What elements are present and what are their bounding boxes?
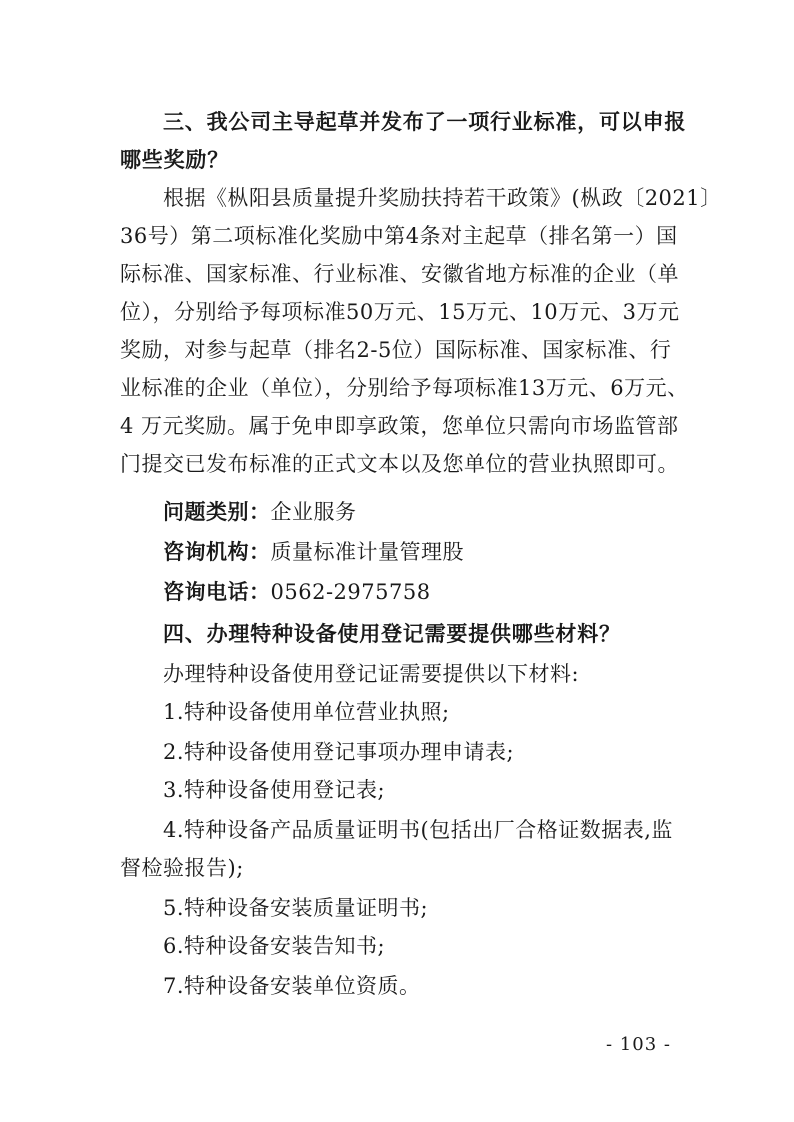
category-value: 企业服务	[270, 500, 357, 524]
q4-list-item: 4.特种设备产品质量证明书(包括出厂合格证数据表,监	[163, 818, 673, 842]
q4-list-item: 3.特种设备使用登记表;	[163, 778, 386, 802]
q3-body-line: 根据《枞阳县质量提升奖励扶持若干政策》(枞政〔2021〕	[163, 186, 722, 210]
q4-list-item: 7.特种设备安装单位资质。	[163, 974, 421, 998]
q3-title-line-2: 哪些奖励？	[120, 148, 229, 172]
q3-body-line: 4 万元奖励。属于免申即享政策，您单位只需向市场监管部	[120, 414, 679, 438]
q4-title: 四、办理特种设备使用登记需要提供哪些材料？	[163, 622, 621, 646]
q3-body-line: 门提交已发布标准的正式文本以及您单位的营业执照即可。	[120, 452, 679, 476]
q4-list-item-continued: 督检验报告);	[120, 856, 244, 880]
q4-list-item: 5.特种设备安装质量证明书;	[163, 896, 429, 920]
q3-body-line: 位），分别给予每项标准50万元、15万元、10万元、3万元	[120, 300, 680, 324]
q3-body-line: 业标准的企业（单位），分别给予每项标准13万元、6万元、	[120, 376, 689, 400]
agency-label: 咨询机构：	[163, 540, 271, 564]
q4-intro: 办理特种设备使用登记证需要提供以下材料:	[163, 662, 580, 686]
q3-category-row	[0, 494, 794, 530]
q3-phone-row	[0, 574, 794, 610]
page-number: - 103 -	[606, 1034, 671, 1055]
q3-agency-row	[0, 534, 794, 570]
phone-value: 0562-2975758	[270, 580, 431, 604]
q3-body-line: 36号）第二项标准化奖励中第4条对主起草（排名第一）国	[120, 224, 678, 248]
q3-body-line: 际标准、国家标准、行业标准、安徽省地方标准的企业（单	[120, 262, 679, 286]
q3-title-line-1: 三、我公司主导起草并发布了一项行业标准，可以申报	[163, 110, 687, 134]
q4-list-item: 2.特种设备使用登记事项办理申请表;	[163, 740, 515, 764]
q4-list-item: 6.特种设备安装告知书;	[163, 934, 386, 958]
agency-value: 质量标准计量管理股	[270, 540, 464, 564]
q4-list-item: 1.特种设备使用单位营业执照;	[163, 700, 450, 724]
category-label: 问题类别：	[163, 500, 271, 524]
q3-body-line: 奖励，对参与起草（排名2-5位）国际标准、国家标准、行	[120, 338, 672, 362]
phone-label: 咨询电话：	[163, 580, 271, 604]
